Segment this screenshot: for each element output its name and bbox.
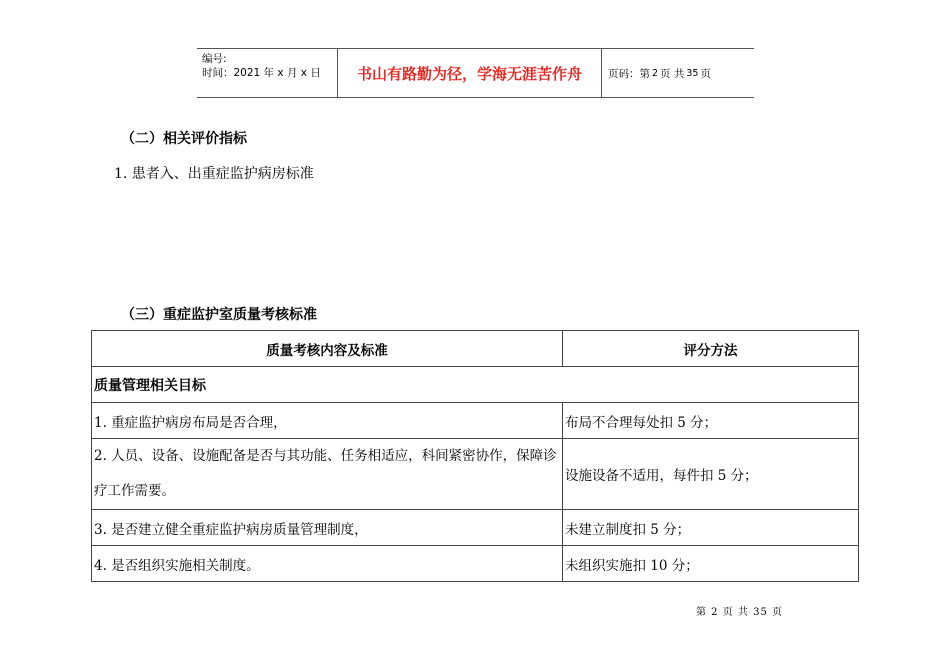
header-meta <box>197 49 338 97</box>
header-motto: 书山有路勤为径，学海无涯苦作舟 <box>338 49 602 97</box>
table-cell-method: 设施设备不适用，每件扣 5 分； <box>563 439 859 510</box>
table-cell-method: 未组织实施扣 10 分； <box>563 546 859 582</box>
group-title: 质量管理相关目标 <box>92 367 859 403</box>
table-header-row <box>92 331 859 367</box>
table-cell-content: 1. 重症监护病房布局是否合理， <box>92 403 563 439</box>
list-item-admission-standard: 1. 患者入、出重症监护病房标准 <box>114 166 314 182</box>
table-cell-method: 未建立制度扣 5 分； <box>563 510 859 546</box>
page-label-suffix: 页 <box>700 67 711 80</box>
serial-label: 编号: <box>202 53 227 65</box>
table-row <box>92 510 859 546</box>
page-label-prefix: 页码：第 <box>608 67 650 80</box>
header-page-number <box>602 49 754 97</box>
table-cell-content: 4. 是否组织实施相关制度。 <box>92 546 563 582</box>
section-heading-quality-standards: （三）重症监护室质量考核标准 <box>121 307 317 323</box>
time-label: 时间：2021 年 x 月 x 日 <box>202 67 321 79</box>
quality-standards-table <box>91 330 859 582</box>
table-cell-content: 3. 是否建立健全重症监护病房质量管理制度， <box>92 510 563 546</box>
column-header-method: 评分方法 <box>563 331 859 367</box>
page-header <box>197 48 754 98</box>
table-cell-content: 2. 人员、设备、设施配备是否与其功能、任务相适应，科间紧密协作，保障诊疗工作需要。 <box>92 439 563 510</box>
column-header-content: 质量考核内容及标准 <box>92 331 563 367</box>
page-footer: 第 2 页 共 35 页 <box>696 607 783 618</box>
table-row <box>92 546 859 582</box>
page-total: 35 <box>686 67 699 79</box>
table-cell-method: 布局不合理每处扣 5 分； <box>563 403 859 439</box>
section-heading-evaluation-indicators: （二）相关评价指标 <box>121 131 247 147</box>
table-group-row <box>92 367 859 403</box>
table-row <box>92 439 859 510</box>
page-label-mid: 页 共 <box>660 67 685 80</box>
page-current: 2 <box>652 67 659 79</box>
table-row <box>92 403 859 439</box>
